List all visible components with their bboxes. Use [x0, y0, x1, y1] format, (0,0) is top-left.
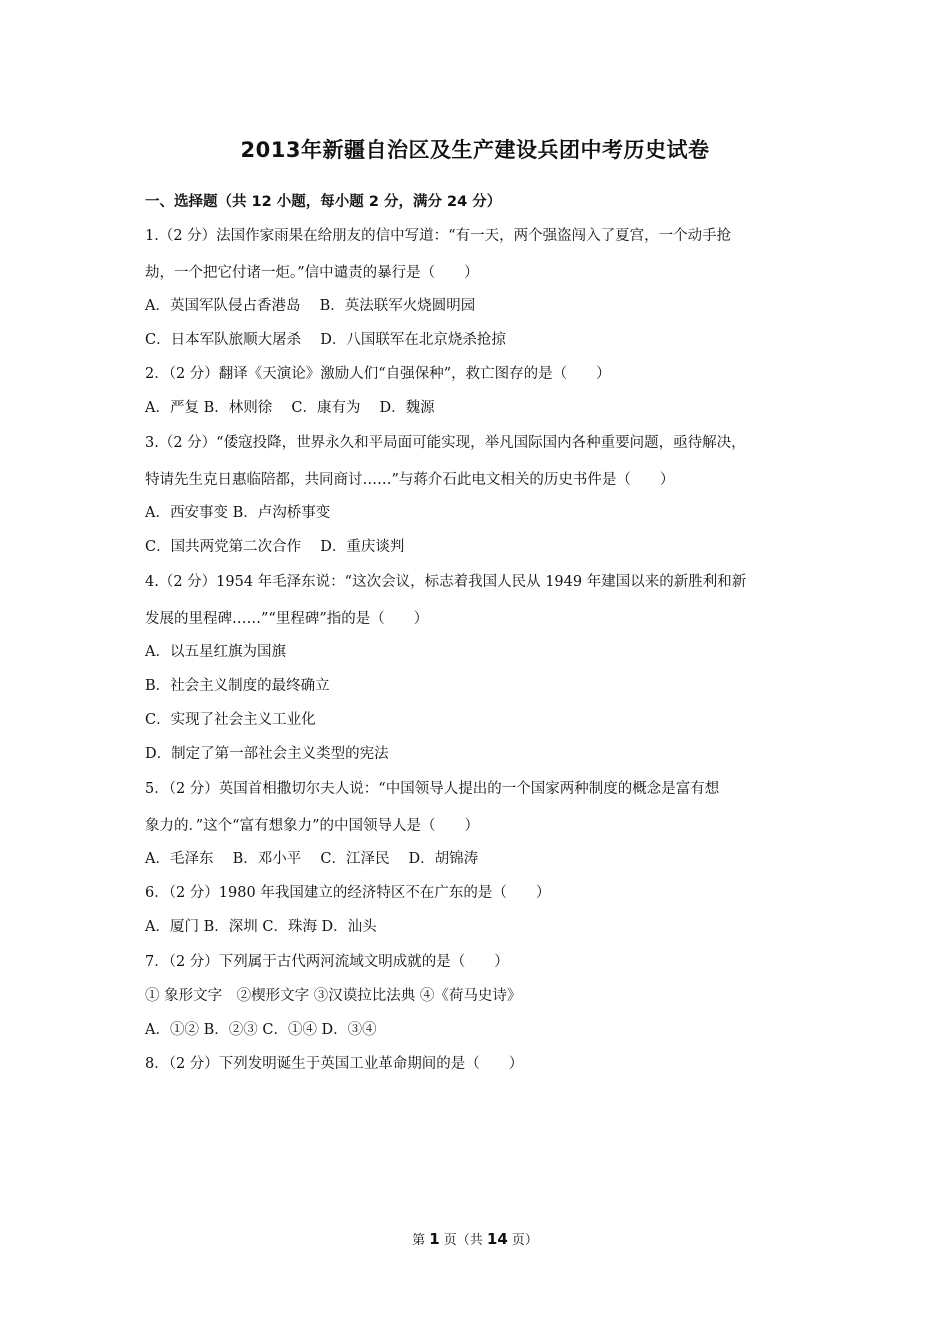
text-line-q2-options: A．严复 B．林则徐 C．康有为 D．魏源 — [145, 400, 435, 416]
text-line-q4-option-a: A．以五星红旗为国旗 — [145, 644, 286, 660]
footer-suffix: 页） — [507, 1233, 538, 1248]
text-line-q5-stem: 5．（2 分）英国首相撒切尔夫人说：“中国领导人提出的一个国家两种制度的概念是富有想 — [145, 781, 720, 797]
text-line-q3-options-ab: A．西安事变 B．卢沟桥事变 — [145, 505, 331, 521]
text-line-q5-stem-cont: 象力的．”这个“富有想象力”的中国领导人是（ ） — [145, 818, 479, 834]
page-footer — [0, 1229, 950, 1248]
text-line-q3-options-cd: C．国共两党第二次合作 D．重庆谈判 — [145, 539, 405, 555]
text-line-q8-stem: 8．（2 分）下列发明诞生于英国工业革命期间的是（ ） — [145, 1056, 524, 1072]
section-heading: 一、选择题（共 12 小题，每小题 2 分，满分 24 分） — [145, 194, 502, 210]
footer-page-number: 1 — [429, 1230, 440, 1248]
footer-prefix: 第 — [412, 1233, 430, 1248]
text-line-q4-option-c: C．实现了社会主义工业化 — [145, 712, 316, 728]
text-line-q7-stem: 7．（2 分）下列属于古代两河流域文明成就的是（ ） — [145, 954, 509, 970]
text-line-q4-stem: 4.（2 分）1954 年毛泽东说：“这次会议，标志着我国人民从 1949 年建国以来的新胜利和新 — [145, 574, 747, 590]
text-line-q4-stem-cont: 发展的里程碑……”“里程碑”指的是（ ） — [145, 611, 429, 627]
text-line-q6-options: A．厦门 B．深圳 C．珠海 D．汕头 — [145, 919, 377, 935]
footer-middle: 页（共 — [439, 1233, 487, 1248]
text-line-q4-option-b: B．社会主义制度的最终确立 — [145, 678, 330, 694]
text-line-q6-stem: 6．（2 分）1980 年我国建立的经济特区不在广东的是（ ） — [145, 885, 551, 901]
text-line-q4-option-d: D．制定了第一部社会主义类型的宪法 — [145, 746, 389, 762]
text-line-q3-stem-cont: 特请先生克日惠临陪都，共同商讨……”与蒋介石此电文相关的历史书件是（ ） — [145, 472, 675, 488]
text-line-q3-stem: 3.（2 分）“倭寇投降，世界永久和平局面可能实现，举凡国际国内各种重要问题，亟待解决， — [145, 435, 746, 451]
text-line-q2-stem: 2．（2 分）翻译《天演论》激励人们“自强保种”，救亡图存的是（ ） — [145, 366, 611, 382]
text-line-q1-stem: 1.（2 分）法国作家雨果在给朋友的信中写道：“有一天，两个强盗闯入了夏宫，一个动手抢 — [145, 228, 732, 244]
footer-total-pages: 14 — [486, 1230, 508, 1248]
text-line-q1-stem-cont: 劫，一个把它付诸一炬。”信中谴责的暴行是（ ） — [145, 265, 479, 281]
text-line-q5-options: A．毛泽东 B．邓小平 C．江泽民 D．胡锦涛 — [145, 851, 479, 867]
page-title: 2013年新疆自治区及生产建设兵团中考历史试卷 — [240, 138, 710, 162]
text-line-q1-options-cd: C．日本军队旅顺大屠杀 D．八国联军在北京烧杀抢掠 — [145, 332, 506, 348]
text-line-q7-items: ① 象形文字 ②楔形文字 ③汉谟拉比法典 ④《荷马史诗》 — [145, 988, 522, 1004]
text-line-q1-options-ab: A．英国军队侵占香港岛 B．英法联军火烧圆明园 — [145, 298, 476, 314]
text-line-q7-options: A．①② B．②③ C．①④ D．③④ — [145, 1022, 377, 1038]
